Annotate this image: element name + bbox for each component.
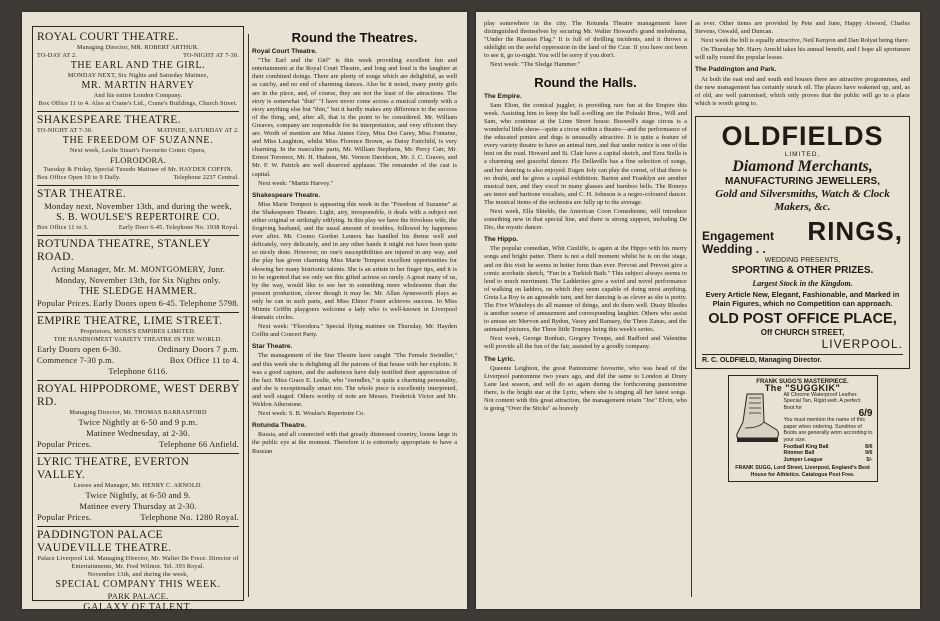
theatre-line: Next week, Leslie Stuart's Favourite Comic Opera, (69, 147, 206, 154)
paragraph: On Thursday Mr. Harry Arnold takes his annual benefit, and I hope all sportsmen will rally round the popular lessee. (695, 46, 910, 62)
theatre-line: Monday next, November 13th, and during the week, (44, 201, 232, 211)
theatre-line (37, 52, 239, 60)
boot-ad-footer: FRANK SUGG, Lord Street, Liverpool, England's Best House for Athletics. Catalogue Post Free. (735, 465, 870, 478)
theatre-line: November 13th, and during the week, (87, 571, 189, 578)
boot-ad-item (784, 457, 873, 463)
round-the-halls-column (484, 20, 687, 599)
theatre-line (37, 439, 239, 450)
paragraph: Next week: S. B. Woulse's Repertoire Co. (258, 410, 365, 418)
theatre-advert (37, 186, 239, 236)
oldfields-engagement: Engagement Wedding . . (702, 228, 775, 256)
oldfields-presents: WEDDING PRESENTS, (764, 256, 841, 264)
theatre-line-right: Telephone 2237 Central. (173, 174, 239, 181)
theatre-line: Telephone 6116. (108, 366, 168, 376)
oldfields-name: OLDFIELDS (721, 120, 884, 151)
theatre-name: EMPIRE THEATRE, LIME STREET. (37, 315, 223, 327)
theatre-advert (37, 527, 239, 617)
theatre-line-right: Early Doors open 6-45. Telephone 5798. (93, 298, 239, 308)
oldfields-largest: Largest Stock in the Kingdom. (752, 278, 853, 288)
oldfields-every-article: Every Article New, Elegant, Fashionable, and Marked in Plain Figures, which no Competition can approach. (705, 289, 900, 308)
item-price: 9/6 (865, 450, 873, 457)
paragraph: The popular comedian, Whit Cunliffe, is again at the Hippo with his merry songs and bright patter. There is not a dull moment whilst he is on the stage, and on this visit he seems in better form than ever. Prevost and Prevost give a comic acrobatic sketch, "Fun in a Turkish Bath." This subject always seems to lend to much merriment. The Ladderites give a weird and novel performance of walking on ladders, on which they seem capable of doing most anything. Greta La Roy is an agreeable turn, and her dancing is as clever as she is pretty. The Five Whiteleys do all manner of things, and do them well. Dusty Rhodes is another source of amusement and corresponding laughter. Others who assist to amuse are Mervon and Rydon, Vasey and Ramsey, the Three Zanas, and the animated pictures, the Three little Trumps being this week's series. (484, 245, 687, 334)
theatre-advert (37, 112, 239, 186)
item-label: Rimmer Ball (783, 450, 815, 457)
adverts-column (695, 20, 910, 599)
paragraph: play somewhere in the city. The Rotunda Theatre management have distinguished themselves by securing Mr. Walter Howard's grand melodrama, "Under the Russian Flag." It is full of thrilling incidents, and it throws a sidelight on the awful oppression in the land of the Czar. If you have not been to see it, go to-night. You will be sorry if you don't. (484, 20, 687, 60)
theatre-line-left: Commence 7-30 p.m. (37, 355, 115, 365)
section-heading: The Hippo. (484, 236, 519, 244)
theatre-line: Managing Director, MR. ROBERT ARTHUR. (77, 44, 199, 51)
boot-ad-brand: The "SUGGKIK" (764, 383, 841, 394)
theatre-line: Tuesday & Friday, Special Tuxedo Matinee of Mr. HAYDEN COFFIN. (43, 166, 233, 173)
theatre-line (37, 355, 239, 366)
play-title: THE FREEDOM OF SUZANNE. (62, 135, 214, 146)
paragraph: Next week: "Martin Harvey." (258, 179, 334, 187)
paragraph: Next week, George Bonhair, Gregory Troupe, and Radford and Valentine will provide all the fun of the fair, assisted by a goodly company. (484, 335, 687, 351)
oldfields-sporting: SPORTING & OTHER PRIZES. (731, 264, 874, 276)
theatre-name: LYRIC THEATRE, EVERTON VALLEY. (37, 456, 190, 481)
paragraph: The management of the Star Theatre have caught "The Female Swindler," and this week she is delighting all the patrons of that house with her exploits. It was a good capture, and the audiences have duly testified their appreciation of the fact. Miss Grace E. Leslie, who "swindles," is quite a charming personality, and she is exceptionally smart too. The whole piece is excellently interpreted, and well staged. Others worthy of note are Messrs. Frederick Victor and Mr. Weldon Atherstone. (252, 352, 457, 409)
theatre-line: FLORODORA. (109, 155, 167, 165)
theatre-advert (37, 236, 239, 313)
paragraph: as ever. Other items are provided by Pete and June, Happy Atwood, Charles Stevens, Oswald, and Duncan. (695, 20, 910, 36)
theatre-name: ROYAL HIPPODROME, WEST DERBY RD. (37, 383, 240, 408)
round-the-theatres-article (252, 32, 457, 599)
paragraph: Next week: "Florodora." Special flying matinee on Thursday, Mr. Hayden Coffin and Concert Party. (252, 323, 457, 339)
theatre-advert (37, 381, 239, 454)
theatre-line (37, 344, 239, 355)
theatre-name: STAR THEATRE. (37, 188, 127, 200)
play-title: THE EARL AND THE GIRL. (70, 60, 206, 71)
theatre-line: Matinee every Thursday at 2-30. (79, 501, 197, 511)
theatre-advert (37, 313, 239, 381)
theatre-name: SHAKESPEARE THEATRE. (37, 114, 181, 126)
theatre-line: Palace Liverpool Ltd. Managing Director, Mr. Walter De Frece. Director of Entertainments, Mr. Fred Wilmot. Tel. 393 Royal. (37, 555, 239, 570)
play-title: MR. MARTIN HARVEY (81, 80, 195, 91)
item-price: 8/6 (865, 444, 873, 450)
theatre-line: Managing Director, Mr. THOMAS BARRASFORD (69, 409, 207, 416)
theatre-line-right: Telephone No. 1280 Royal. (140, 512, 239, 522)
theatre-line-left: Popular Prices. (37, 512, 92, 522)
column-rule (248, 34, 249, 597)
section-heading: Star Theatre. (252, 343, 293, 351)
column-rule (691, 20, 692, 597)
theatre-line: And his entire London Company. (93, 92, 183, 99)
theatre-line-left: Box Office 11 to 3. (37, 224, 89, 231)
section-heading: The Lyric. (484, 355, 515, 363)
play-title: GALAXY OF TALENT. (83, 602, 193, 613)
oldfields-engagement-row (702, 216, 903, 256)
oldfields-rings: RINGS, (807, 215, 903, 246)
theatre-line: Monday, November 13th, for Six Nights only. (55, 275, 221, 285)
boot-ad-price: 6/9 (858, 407, 873, 419)
theatre-line-right: MATINEE, SATURDAY AT 2. (157, 127, 239, 134)
section-heading: The Empire. (484, 92, 522, 100)
theatre-line: PARK PALACE. (107, 591, 169, 601)
right-page (476, 12, 920, 609)
paragraph: Queenie Leighton, the great Pantomime favourite, who was head of the Liverpool pantomime two years ago, and did the same to London at Drury Lane last season, and will do so again during the forthcoming pantomime there, is the bright star at the Lyric, where she is singing all her latest songs. Not content with this great attraction, the management retain "Joe" Elvin, who is going "Over the Sticks" as bravely (484, 364, 687, 413)
theatre-advert (37, 29, 239, 112)
theatre-line: Acting Manager, Mr. M. MONTGOMERY, Junr. (50, 264, 226, 274)
paragraph: Next week the bill is equally attractive, Neil Kenyon and Dan Rolyat being there. (701, 37, 910, 45)
paragraph: "The Earl and the Girl" is this week providing excellent fun and entertainment at the Royal Court Theatre, and long and loud is the laughter at their combined doings. There are plenty of songs which are delightful, as well as catchy, and no end of charming dances. Also be it noted, many pretty girls are in the piece, and, of course, they are not the least of the attractions. The story is somewhat "thin" "I have never come across a musical comedy with a story anything else but "thin," but it hardly makes any difference to the success of the thing, and, after all, that is the point to be considered. Mr. William Greaves, company are responsible for its interpretation, and very efficient they are. Worth of mention are Miss Aimee Grey, Miss Dot Carey, Miss Fontaine, and Miss Laughton, whilst Miss Florence Brown, as Daisy Fairchild, is very charming. In the masculine parts, Mr. William Stephens, Mr. Percy Carr, Mr. Ernest Torrence, Mr. H. Hudson, Mr. Vernon Davidson, Mr. J. C. Graves, and Mr. F. W. Patrick are well deserved applause. The remainder of the cast is capital. (252, 57, 457, 178)
halls-continuation (695, 20, 910, 108)
article-title: Round the Theatres. (291, 30, 418, 45)
boot-ad-note: You must mention the name of this paper when ordering. Sundries of Boots are generally worn according to your size. (783, 417, 873, 443)
item-label: Jumper League (783, 456, 823, 463)
item-price: 5/- (866, 456, 873, 463)
theatre-line: Box Office 11 to 4. Also at Crane's Ltd., Crane's Buildings, Church Street. (38, 100, 238, 107)
theatre-line (37, 174, 239, 182)
section-heading: Royal Court Theatre. (252, 48, 317, 56)
theatre-line-left: Early Doors open 6-30. (37, 344, 122, 354)
oldfields-manufacturing: MANUFACTURING JEWELLERS, (725, 175, 880, 187)
boot-ad-text (784, 392, 873, 463)
oldfields-limited: LIMITED, (784, 150, 821, 158)
section-heading: Rotunda Theatre. (252, 422, 307, 430)
theatre-line (37, 298, 239, 309)
theatre-adverts-column (32, 26, 244, 613)
theatre-line-right: Early Door 6-45. Telephone No. 1938 Royal. (118, 224, 239, 231)
theatre-line-right: TO-NIGHT AT 7-30. (183, 52, 239, 59)
boot-illustration-icon (733, 392, 781, 444)
theatre-line: THE SLEDGE HAMMER. (79, 286, 197, 297)
paragraph: Miss Marie Tempest is appearing this week in the "Freedom of Suzanne" at the Shakespeare Theatre. Light, airy, irresponsible, it deals with a subject not either original or strikingly edifying. In this play we have the frivolous wife, the forgiving husband, and the usual amount of troubles, followed by happiness ever after. Mr. Cosmo Gordon Lennox has handled his theme well and delicately, very delicately, and in any other hands it might not have been quite so nicely done. However, no one's susceptibilities are injured in any way, and the play has given charming Miss Marie Tempest excellent opportunities for showing her many histrionic talents. She is an artiste to her finger tips, and it is to be regretted that we only see this gifted actress so rarely. A great many of us, by the way, would like to see her in something more wholesome than the present production, clever though it may be. Mr. Allan Aynesworth plays as only he can in such parts, and Miss Elinor Foster achieves success. In Miss Minnie Griffin playgoers welcome a lady who is well-known in Liverpool dramatic circles. (252, 200, 457, 322)
item-label: Football King Ball (783, 444, 829, 450)
theatre-line-right: Telephone 66 Anfield. (159, 439, 239, 449)
oldfields-liverpool: LIVERPOOL. (821, 336, 903, 351)
suggkik-boot-advert (728, 375, 878, 482)
theatre-line-left: TO-DAY AT 2. (37, 52, 78, 59)
theatre-line: MONDAY NEXT, Six Nights and Saturday Matinee, (67, 72, 209, 79)
boot-ad-desc: All Chrome Waterproof Leather. Special Tan, Rigid welt. A perfect Boot for (783, 391, 861, 411)
theatre-line-left: Popular Prices. (37, 298, 92, 308)
oldfields-gold: Gold and Silversmiths, Watch & Clock Makers, &c. (715, 187, 890, 213)
theatre-name: ROYAL COURT THEATRE. (37, 31, 179, 43)
section-heading: Shakespeare Theatre. (252, 191, 321, 199)
boot-ad-body (733, 392, 873, 463)
play-title: SPECIAL COMPANY THIS WEEK. (55, 579, 221, 590)
theatre-line-left: Box Office Open 10 to 9 Daily. (37, 174, 121, 181)
oldfields-old-post: OLD POST OFFICE PLACE, (708, 310, 897, 327)
paragraph: Sam Elton, the comical juggler, is providing rare fun at the Empire this week. Assisting him to keep the ball a-rolling are the Poluski Bros., Will and Sam, who continue at the Lime Street house. Boswell's stage circus is a wonderful little show—quite a circus within a theatre—and the performance of the educated ponies and dogs is unusually attractive. It is quite a feature of every variety theatre to have an animal turn, and that under notice is one of the best on the road. Howard and St. Clair have a capital sketch, and Ezra Stella is a charming and graceful dancer. Flo Dellaville has a fine selection of songs, and her dancing is also enjoyed. Eugen Joly can play the cornet, of that there is no doubt, and he gives a capital exhibition. Barton and Franklyn are another musical turn, and they excel in many glasses and bamboo bells. The Roneys are tenor and baritone vocalists, and C. H. Johnson is a negro-coloured dancer. The musical items of the orchestra are fully up to the average. (484, 101, 687, 206)
theatre-line-right: Ordinary Doors 7 p.m. (157, 344, 239, 354)
theatre-line: Twice Nightly at 6-50 and 9 p.m. (78, 417, 198, 427)
oldfields-advert (695, 116, 910, 369)
theatre-line-left: TO-NIGHT AT 7-30. (37, 127, 93, 134)
theatre-name: PADDINGTON PALACE VAUDEVILLE THEATRE. (37, 529, 172, 554)
theatre-name: ROTUNDA THEATRE, STANLEY ROAD. (37, 238, 211, 263)
boot-ad-list (784, 444, 873, 463)
theatre-line (37, 127, 239, 135)
theatre-line: Proprietors, MOSS'S EMPIRES LIMITED. (80, 328, 196, 335)
boot-ad-title: FRANK SUGG'S MASTERPIECE. (756, 378, 849, 385)
paragraph: Russia, and all connected with that greatly distressed country, looms large in the public eye at the moment. Therefore it is extremely appropriate to have a Russian (252, 431, 457, 455)
theatre-line: THE HANDSOMEST VARIETY THEATRE IN THE WORLD. (53, 336, 223, 343)
theatre-line (37, 512, 239, 523)
theatre-line (37, 224, 239, 232)
paragraph: At both the east end and south end houses there are attractive programmes, and the new management has certainly struck oil. The places have wakened up, and, as of old, are well patronised, which only proves that the public will go to a place which is worth going to. (695, 75, 910, 107)
theatre-line: Matinee Wednesday, at 2-30. (86, 428, 190, 438)
paragraph: Next week: "The Sledge Hammer." (490, 61, 581, 69)
theatre-line-left: Popular Prices. (37, 439, 92, 449)
paragraph: Next week, Ella Shields, the American Coon Comedienne, will introduce something new in that special line, and there is strong support, including De Dio, the mystic dancer. (484, 207, 687, 232)
oldfields-church: Off CHURCH STREET, (760, 327, 845, 337)
theatre-line: Lessee and Manager, Mr. HENRY C. ARNOLD. (73, 482, 203, 489)
theatre-advert (37, 454, 239, 527)
theatre-line: Twice Nightly, at 6-50 and 9. (85, 490, 191, 500)
left-page (22, 12, 467, 613)
theatre-line-right: Box Office 11 to 4. (169, 355, 239, 365)
oldfields-diamond: Diamond Merchants, (732, 157, 873, 175)
article-title: Round the Halls. (534, 74, 637, 90)
theatre-line: S. B. WOULSE'S REPERTOIRE CO. (56, 212, 220, 223)
section-heading: The Paddington and Park. (695, 66, 777, 74)
oldfields-manager: R. C. OLDFIELD, Managing Director. (702, 354, 903, 364)
